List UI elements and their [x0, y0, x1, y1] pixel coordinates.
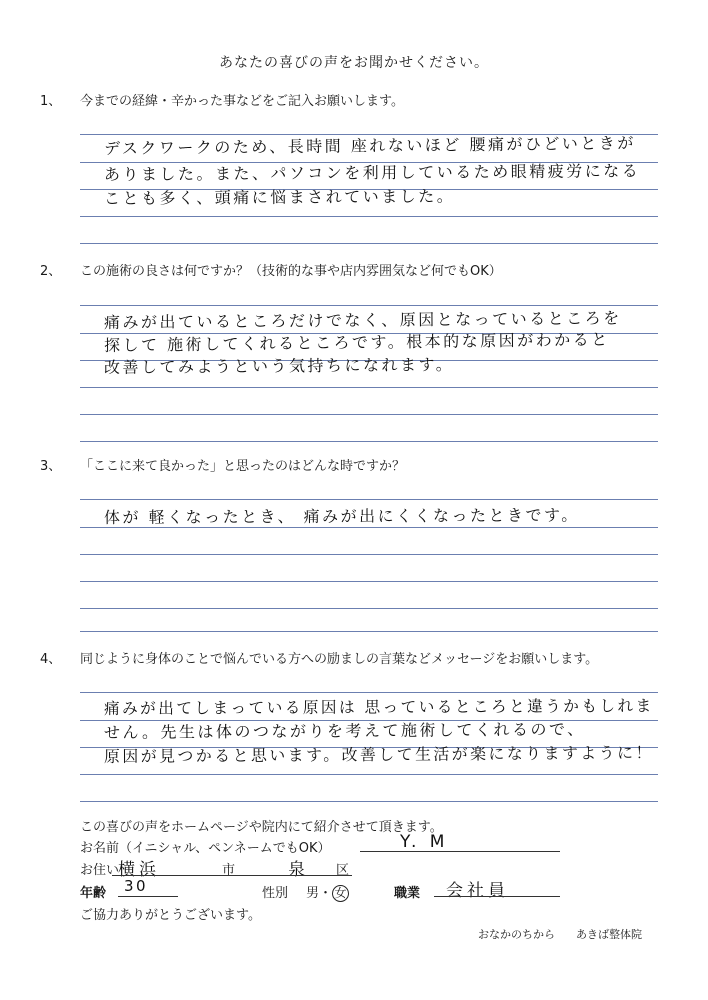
- q3-rule-4: [80, 581, 658, 582]
- q2-answer-line-2: 探して 施術してくれるところです。根本的な原因がわかると: [103, 329, 610, 355]
- address-label: お住い: [80, 863, 120, 878]
- gender-option-female-circled: 女: [332, 885, 349, 902]
- age-underline: [118, 896, 178, 897]
- question-4-number: 4、: [40, 652, 62, 667]
- question-4-text: 同じように身体のことで悩んでいる方への励ましの言葉などメッセージをお願いします。: [80, 652, 599, 667]
- q4-rule-5: [80, 801, 658, 802]
- q3-rule-3: [80, 554, 658, 555]
- address-city-suffix: 市: [222, 863, 236, 878]
- q1-answer-line-2: ありました。また、パソコンを利用しているため眼精疲労になる: [103, 161, 641, 184]
- q2-answer-line-3: 改善してみようという気持ちになれます。: [103, 354, 455, 377]
- q4-answer-line-1: 痛みが出てしまっている原因は 思っているところと違うかもしれま: [103, 696, 654, 718]
- q3-answer-line-1: 体が 軽くなったとき、 痛みが出にくくなったときです。: [103, 505, 580, 527]
- q2-rule-4: [80, 387, 658, 388]
- gender-options: [306, 882, 349, 902]
- q4-answer-line-3: 原因が見つかると思います。改善して生活が楽になりますように！: [103, 743, 654, 766]
- q3-rule-1: [80, 499, 658, 500]
- question-1-text: 今までの経緯・辛かった事などをご記入お願いします。: [80, 94, 404, 109]
- age-label: 年齢: [80, 886, 107, 901]
- question-2-number: 2、: [40, 264, 62, 279]
- name-value: Y. M: [400, 832, 449, 852]
- address-city-value: 横浜: [118, 860, 160, 880]
- consent-intro: この喜びの声をホームページや院内にて紹介させて頂きます。: [80, 820, 443, 835]
- q1-answer-line-3: ことも多く、頭痛に悩まされていました。: [103, 186, 456, 208]
- gender-label: 性別: [262, 886, 289, 901]
- gender-separator: ・: [319, 886, 333, 901]
- q1-answer-line-1: デスクワークのため、長時間 座れないほど 腰痛がひどいときが: [103, 133, 636, 158]
- name-underline: [360, 851, 560, 852]
- thanks-message: ご協力ありがとうございます。: [80, 908, 261, 923]
- q2-rule-6: [80, 441, 658, 442]
- job-value: 会社員: [446, 881, 509, 901]
- job-label: 職業: [394, 886, 421, 901]
- address-ward-suffix: 区: [336, 863, 350, 878]
- question-1-number: 1、: [40, 94, 62, 109]
- clinic-tagline: おなかのちから: [478, 928, 555, 941]
- clinic-name: あきば整体院: [576, 928, 642, 941]
- q4-answer-line-2: せん。先生は体のつながりを考えて施術してくれるので、: [103, 719, 586, 742]
- job-underline: [434, 896, 560, 897]
- name-label: お名前（イニシャル、ペンネームでもOK）: [80, 841, 331, 856]
- q2-rule-5: [80, 414, 658, 415]
- q3-rule-5: [80, 608, 658, 609]
- address-underline: [112, 875, 352, 876]
- q2-answer-line-1: 痛みが出ているところだけでなく、原因となっているところを: [103, 308, 622, 332]
- clinic-signature: [478, 926, 642, 942]
- q3-rule-6: [80, 631, 658, 632]
- q1-rule-5: [80, 243, 658, 244]
- question-3-number: 3、: [40, 459, 62, 474]
- q4-rule-4: [80, 774, 658, 775]
- form-title: あなたの喜びの声をお聞かせください。: [219, 55, 489, 71]
- question-2-text: この施術の良さは何ですか？（技術的な事や店内雰囲気など何でもOK）: [80, 264, 502, 279]
- age-value: 30: [124, 877, 149, 895]
- question-3-text: 「ここに来て良かった」と思ったのはどんな時ですか？: [80, 459, 406, 474]
- q1-rule-4: [80, 216, 658, 217]
- address-ward-value: 泉: [288, 860, 309, 880]
- gender-option-male: 男: [306, 886, 320, 901]
